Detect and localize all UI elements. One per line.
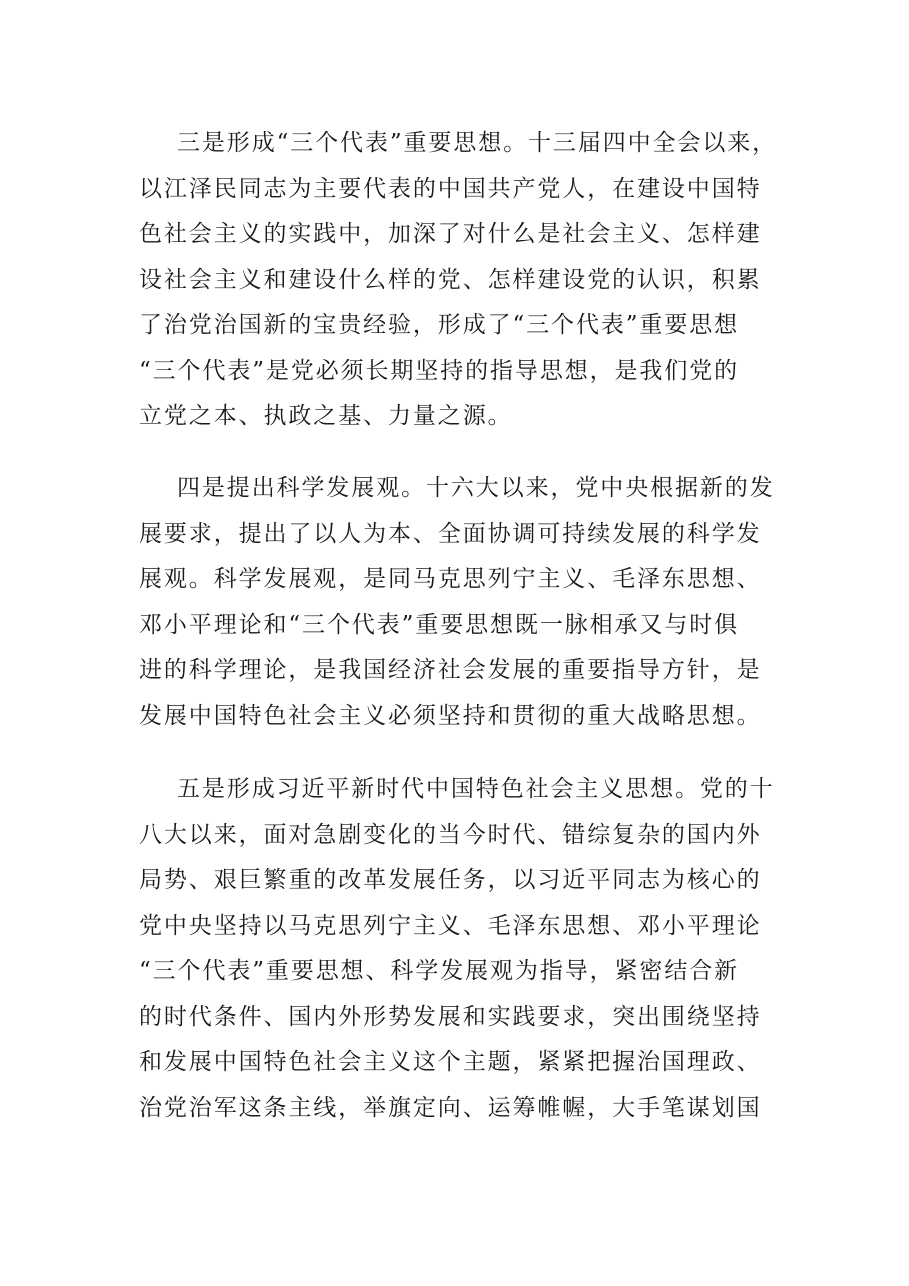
text-line: 党中央坚持以马克思列宁主义、毛泽东思想、邓小平理论: [139, 912, 762, 939]
text-line: 发展中国特色社会主义必须坚持和贯彻的重大战略思想。: [139, 702, 762, 729]
text-line: 立党之本、执政之基、力量之源。: [139, 403, 513, 429]
text-line: 治党治军这条主线，举旗定向、运筹帷幄，大手笔谋划国: [139, 1094, 762, 1121]
text-line: “三个代表”重要思想、科学发展观为指导，紧密结合新: [139, 958, 740, 984]
text-line: 的时代条件、国内外形势发展和实践要求，突出围绕坚持: [139, 1003, 762, 1030]
paragraph-three-represents: [139, 121, 779, 440]
text-line: 五是形成习近平新时代中国特色社会主义思想。党的十: [177, 776, 775, 802]
text-line: 了治党治国新的宝贵经验，形成了“三个代表”重要思想: [139, 312, 740, 338]
text-line: 和发展中国特色社会主义这个主题，紧紧把握治国理政、: [139, 1049, 762, 1075]
text-line: “三个代表”是党必须长期坚持的指导思想，是我们党的: [139, 357, 740, 384]
text-line: 进的科学理论，是我国经济社会发展的重要指导方针，是: [139, 657, 762, 683]
text-line: 设社会主义和建设什么样的党、怎样建设党的认识，积累: [139, 266, 762, 293]
text-line: 邓小平理论和“三个代表”重要思想既一脉相承又与时俱: [139, 611, 740, 638]
text-line: 以江泽民同志为主要代表的中国共产党人，在建设中国特: [139, 175, 762, 202]
text-line: 展观。科学发展观，是同马克思列宁主义、毛泽东思想、: [139, 566, 762, 592]
text-line: 八大以来，面对急剧变化的当今时代、错综复杂的国内外: [139, 821, 762, 848]
paragraph-scientific-outlook: [139, 466, 779, 739]
text-line: 色社会主义的实践中，加深了对什么是社会主义、怎样建: [139, 221, 762, 247]
paragraph-new-era-thought: [139, 767, 779, 1131]
text-line: 展要求，提出了以人为本、全面协调可持续发展的科学发: [139, 520, 762, 547]
text-line: 四是提出科学发展观。十六大以来，党中央根据新的发: [177, 475, 775, 501]
text-line: 局势、艰巨繁重的改革发展任务，以习近平同志为核心的: [139, 867, 762, 893]
text-line: 三是形成“三个代表”重要思想。十三届四中全会以来，: [177, 130, 778, 156]
